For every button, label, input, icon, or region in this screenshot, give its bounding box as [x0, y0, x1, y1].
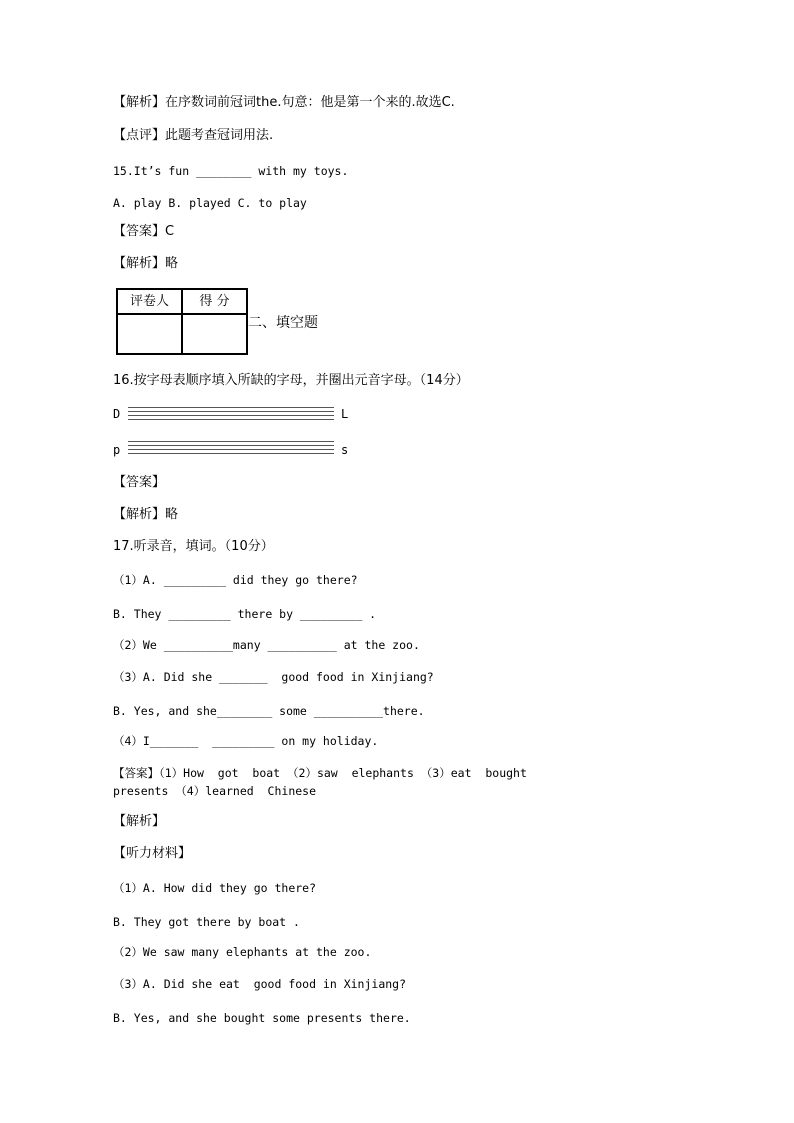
listening-material-title: 【听力材料】	[113, 846, 192, 861]
question-17-4: （4）I_______ _________ on my holiday.	[113, 734, 379, 748]
section-title: 二、填空题	[248, 315, 318, 331]
writing-lines-row1	[128, 407, 334, 423]
letter-row1-end: L	[341, 407, 349, 421]
score-table-score-cell	[182, 314, 247, 354]
question-16: 16.按字母表顺序填入所缺的字母，并圈出元音字母。（14分）	[113, 373, 469, 388]
letter-row1-start: D	[113, 407, 121, 421]
transcript-3b: B. Yes, and she bought some presents there.	[113, 1011, 411, 1025]
question-17-answer-line1: 【答案】（1）How got boat （2）saw elephants （3）eat bought	[113, 766, 527, 780]
writing-lines-row2	[128, 441, 334, 457]
transcript-3a: （3）A. Did she eat good food in Xinjiang?	[113, 977, 407, 991]
question-15-options: A. play B. played C. to play	[113, 196, 307, 210]
question-17-analysis: 【解析】	[113, 814, 166, 829]
question-16-analysis: 【解析】略	[113, 507, 179, 522]
comment-line: 【点评】此题考查冠词用法.	[113, 128, 274, 143]
score-table	[116, 288, 248, 355]
question-17-answer-line2: presents （4）learned Chinese	[113, 784, 317, 798]
transcript-1b: B. They got there by boat .	[113, 915, 300, 929]
analysis-line: 【解析】在序数词前冠词the.句意：他是第一个来的.故选C.	[113, 95, 455, 110]
question-15: 15.It’s fun ________ with my toys.	[113, 164, 349, 178]
question-17-3b: B. Yes, and she________ some __________there.	[113, 704, 425, 718]
question-15-analysis: 【解析】略	[113, 256, 179, 271]
question-17: 17.听录音，填词。（10分）	[113, 539, 274, 554]
transcript-2: （2）We saw many elephants at the zoo.	[113, 945, 372, 959]
question-17-3a: （3）A. Did she _______ good food in Xinjiang?	[113, 670, 434, 684]
question-15-answer: 【答案】C	[113, 224, 175, 239]
question-17-1b: B. They _________ there by _________ .	[113, 607, 377, 621]
question-17-1a: （1）A. _________ did they go there?	[113, 573, 358, 587]
question-16-answer: 【答案】	[113, 475, 166, 490]
score-table-grader-cell	[117, 314, 182, 354]
score-table-grader-header: 评卷人	[117, 289, 182, 314]
letter-row2-end: s	[341, 443, 349, 457]
letter-row2-start: p	[113, 443, 121, 457]
transcript-1a: （1）A. How did they go there?	[113, 881, 317, 895]
question-17-2: （2）We __________many __________ at the zoo.	[113, 638, 420, 652]
score-table-score-header: 得 分	[182, 289, 247, 314]
